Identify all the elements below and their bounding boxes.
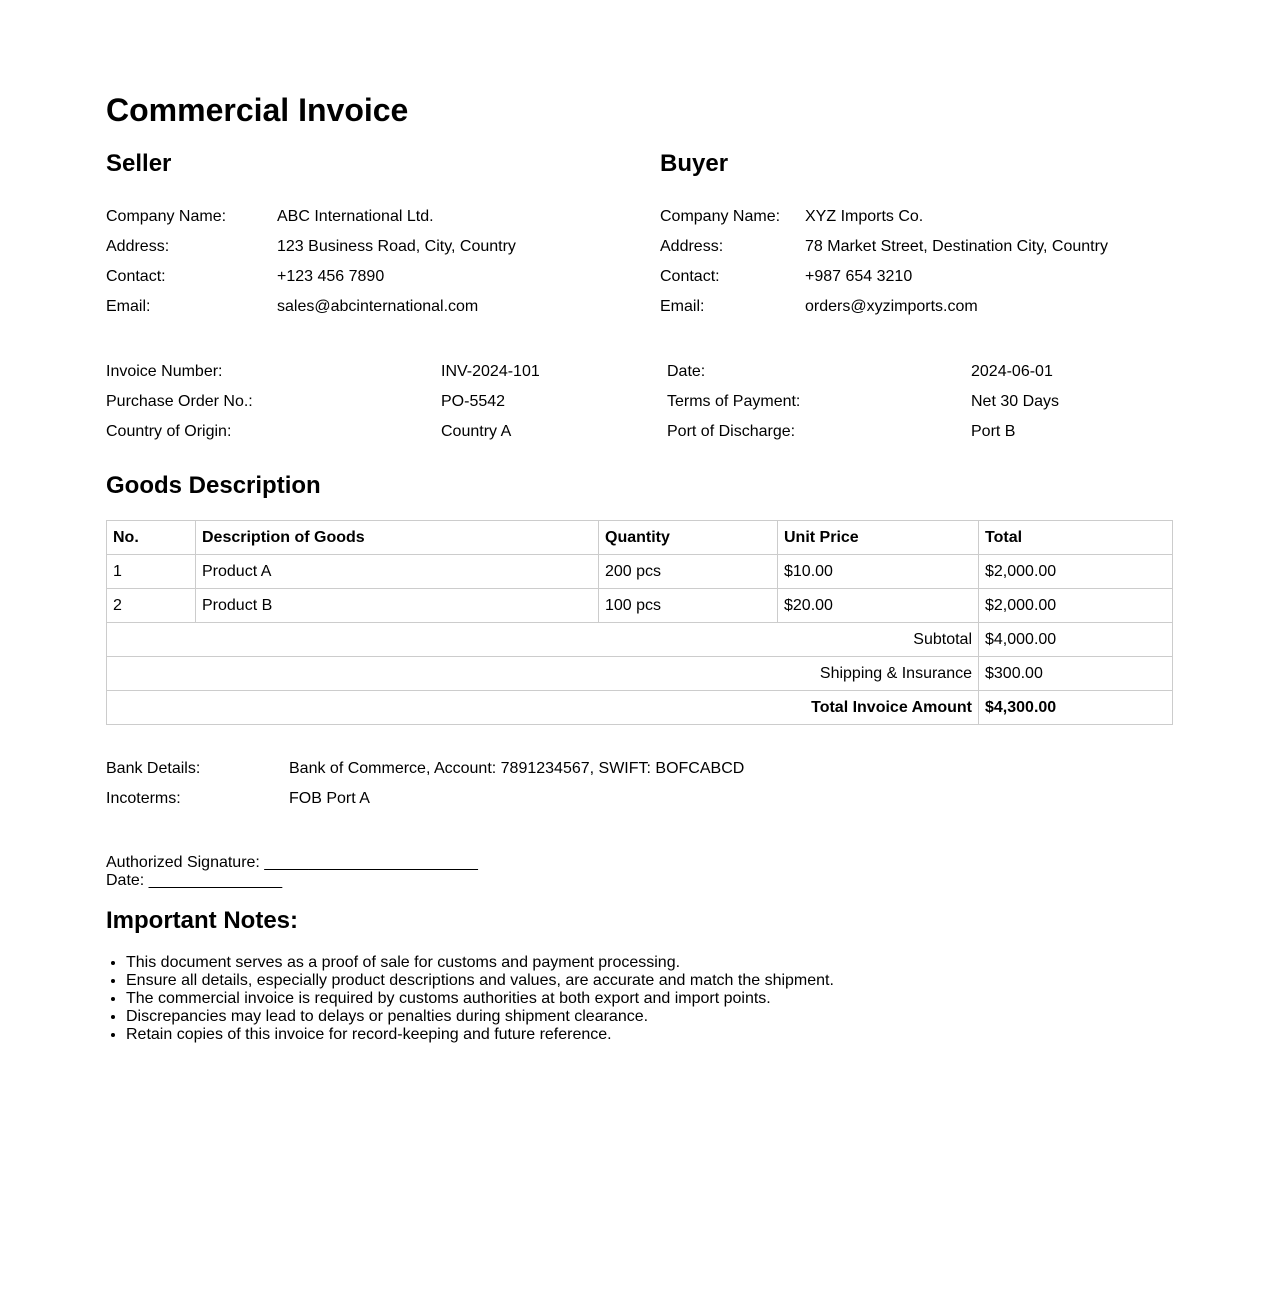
field-label: Email: xyxy=(106,298,151,315)
column-header: No. xyxy=(107,521,196,555)
payment-details xyxy=(106,754,1172,814)
shipping-row xyxy=(107,657,1173,691)
signature-line: Authorized Signature: ________________________ xyxy=(106,854,478,871)
item-quantity: 100 pcs xyxy=(599,589,778,623)
field-label: Company Name: xyxy=(106,208,227,225)
buyer-address-row xyxy=(660,232,1172,262)
bank-details: Bank of Commerce, Account: 7891234567, SWIFT: BOFCABCD xyxy=(289,760,745,777)
item-description: Product A xyxy=(196,555,599,589)
seller-email-row xyxy=(106,292,626,322)
buyer-heading: Buyer xyxy=(660,150,729,177)
field-label: Incoterms: xyxy=(106,790,181,807)
buyer-email-row xyxy=(660,292,1172,322)
meta-row xyxy=(106,357,1172,387)
buyer-address: 78 Market Street, Destination City, Country xyxy=(805,238,1108,255)
column-header: Total xyxy=(979,521,1173,555)
signature-date-line: Date: _______________ xyxy=(106,872,283,889)
item-description: Product B xyxy=(196,589,599,623)
incoterms: FOB Port A xyxy=(289,790,370,807)
meta-row xyxy=(106,417,1172,447)
invoice-date: 2024-06-01 xyxy=(971,363,1053,380)
meta-label: Invoice Number: xyxy=(106,363,223,380)
notes-list xyxy=(106,954,834,1044)
seller-company-row xyxy=(106,202,626,232)
list-item: • Retain copies of this invoice for record-keeping and future reference. xyxy=(126,1026,834,1044)
seller-section xyxy=(106,148,626,322)
grand-total-row xyxy=(107,691,1173,725)
field-label: Address: xyxy=(660,238,724,255)
item-quantity: 200 pcs xyxy=(599,555,778,589)
buyer-contact-row xyxy=(660,262,1172,292)
column-header: Quantity xyxy=(599,521,778,555)
item-number: 2 xyxy=(107,589,196,623)
notes-heading: Important Notes: xyxy=(106,907,298,934)
field-label: Address: xyxy=(106,238,170,255)
shipping-value: $300.00 xyxy=(979,657,1173,691)
bank-details-row xyxy=(106,754,1172,784)
field-label: Contact: xyxy=(660,268,720,285)
list-item: • This document serves as a proof of sale for customs and payment processing. xyxy=(126,954,834,972)
subtotal-value: $4,000.00 xyxy=(979,623,1173,657)
item-total: $2,000.00 xyxy=(979,589,1173,623)
field-label: Company Name: xyxy=(660,208,781,225)
meta-row xyxy=(106,387,1172,417)
port-of-discharge: Port B xyxy=(971,423,1016,440)
meta-label: Purchase Order No.: xyxy=(106,393,253,410)
column-header: Description of Goods xyxy=(196,521,599,555)
seller-email: sales@abcinternational.com xyxy=(277,298,479,315)
seller-company-name: ABC International Ltd. xyxy=(277,208,434,225)
shipping-label: Shipping & Insurance xyxy=(107,657,979,691)
field-label: Email: xyxy=(660,298,705,315)
page-title: Commercial Invoice xyxy=(106,92,409,128)
meta-label: Terms of Payment: xyxy=(667,393,801,410)
field-label: Bank Details: xyxy=(106,760,201,777)
invoice-meta xyxy=(106,357,1172,447)
buyer-contact: +987 654 3210 xyxy=(805,268,913,285)
payment-terms: Net 30 Days xyxy=(971,393,1060,410)
buyer-section xyxy=(660,148,1172,322)
country-of-origin: Country A xyxy=(441,423,512,440)
meta-label: Port of Discharge: xyxy=(667,423,796,440)
goods-table xyxy=(106,520,1173,725)
meta-label: Country of Origin: xyxy=(106,423,232,440)
item-total: $2,000.00 xyxy=(979,555,1173,589)
incoterms-row xyxy=(106,784,1172,814)
purchase-order-number: PO-5542 xyxy=(441,393,506,410)
buyer-company-row xyxy=(660,202,1172,232)
list-item: • Ensure all details, especially product descriptions and values, are accurate and match the shipment. xyxy=(126,972,834,990)
buyer-email: orders@xyzimports.com xyxy=(805,298,978,315)
field-label: Contact: xyxy=(106,268,166,285)
seller-contact-row xyxy=(106,262,626,292)
seller-heading: Seller xyxy=(106,150,172,177)
grand-total-label: Total Invoice Amount xyxy=(107,691,979,725)
seller-contact: +123 456 7890 xyxy=(277,268,385,285)
item-unit-price: $20.00 xyxy=(778,589,979,623)
invoice-number: INV-2024-101 xyxy=(441,363,540,380)
list-item: • Discrepancies may lead to delays or penalties during shipment clearance. xyxy=(126,1008,834,1026)
subtotal-label: Subtotal xyxy=(107,623,979,657)
buyer-company-name: XYZ Imports Co. xyxy=(805,208,924,225)
table-row xyxy=(107,589,1173,623)
table-row xyxy=(107,555,1173,589)
seller-address: 123 Business Road, City, Country xyxy=(277,238,516,255)
subtotal-row xyxy=(107,623,1173,657)
goods-heading: Goods Description xyxy=(106,472,321,499)
seller-address-row xyxy=(106,232,626,262)
list-item: • The commercial invoice is required by customs authorities at both export and import points. xyxy=(126,990,834,1008)
item-unit-price: $10.00 xyxy=(778,555,979,589)
grand-total-value: $4,300.00 xyxy=(979,691,1173,725)
meta-label: Date: xyxy=(667,363,706,380)
item-number: 1 xyxy=(107,555,196,589)
signature-block xyxy=(106,854,478,890)
column-header: Unit Price xyxy=(778,521,979,555)
table-header-row xyxy=(107,521,1173,555)
